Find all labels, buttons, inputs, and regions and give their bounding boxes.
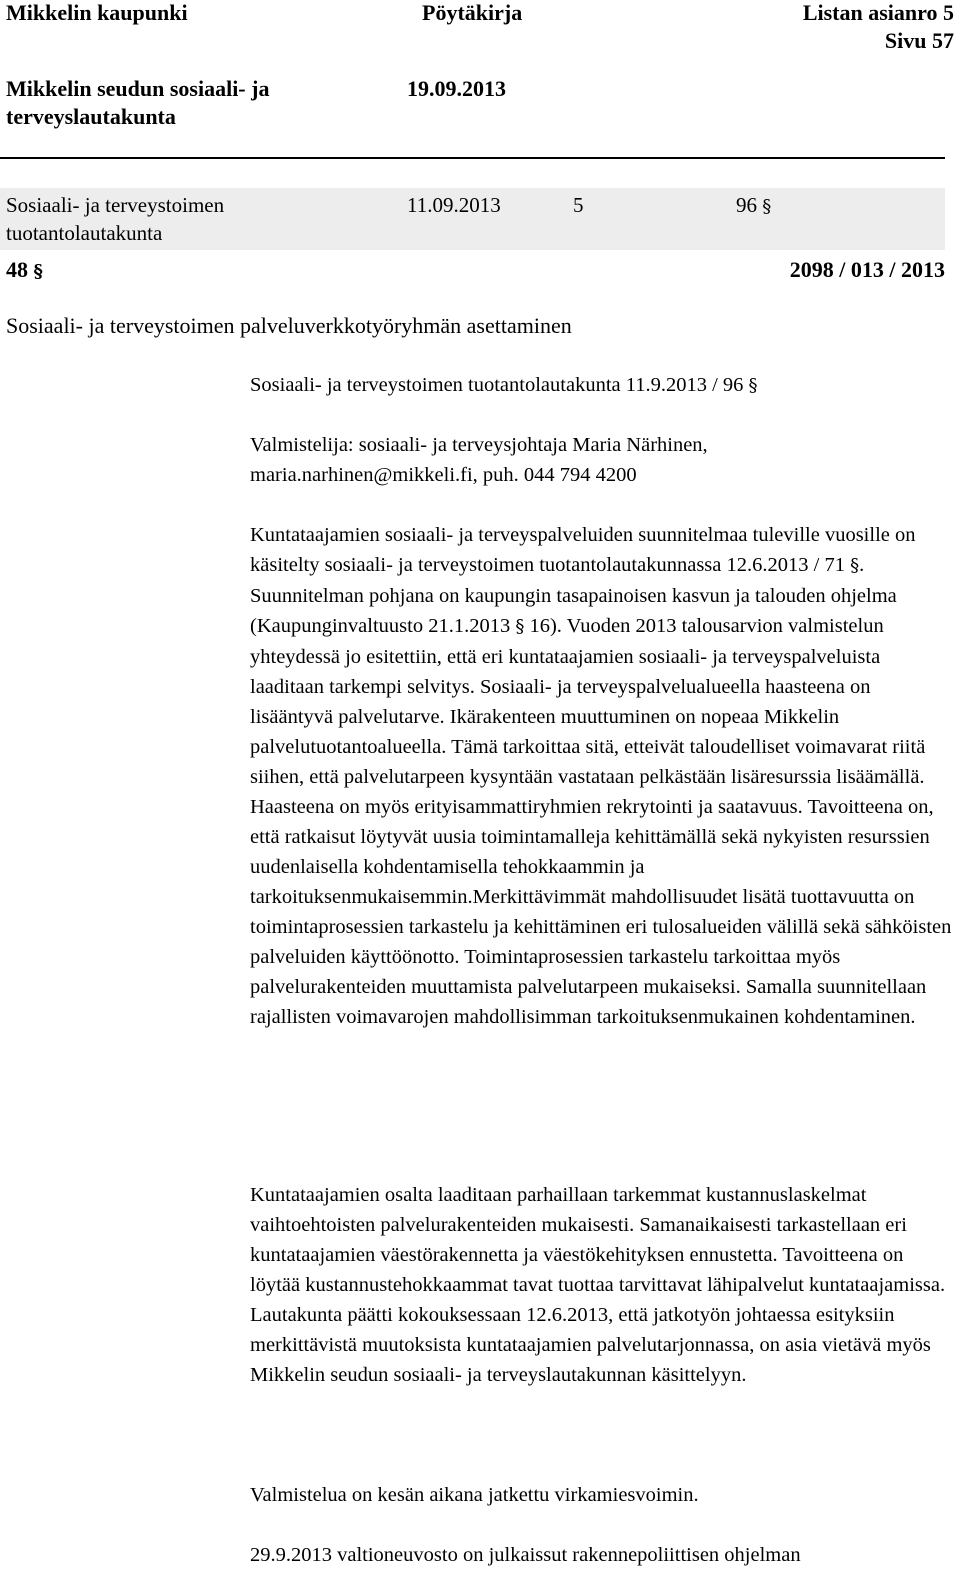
- history-number: 5: [573, 193, 584, 217]
- history-body-line1: Sosiaali- ja terveystoimen: [6, 193, 225, 217]
- org-name: Mikkelin kaupunki: [6, 0, 188, 25]
- paragraph-1: [250, 520, 956, 1032]
- meeting-date: 19.09.2013: [407, 76, 506, 101]
- section-sign-icon: §: [748, 375, 758, 396]
- paragraph-1-part-a: Kuntataajamien sosiaali- ja terveyspalveluiden suunnitelmaa tuleville vuosille on käsitelty sosiaali- ja terveystoimen tuotantolautakunnassa 12.6.2013 / 71: [250, 524, 916, 576]
- section-sign-icon: §: [33, 261, 43, 282]
- history-date: 11.09.2013: [407, 193, 501, 217]
- section-sign-icon: §: [850, 555, 860, 576]
- history-body-line2: tuotantolautakunta: [6, 221, 163, 245]
- case-title: Sosiaali- ja terveystoimen palveluverkkotyöryhmän asettaminen: [6, 313, 572, 338]
- case-section-number: 48: [6, 257, 28, 282]
- preparer-line2: maria.narhinen@mikkeli.fi, puh. 044 794 4200: [250, 464, 637, 486]
- case-record-number: 2098 / 013 / 2013: [789, 257, 945, 282]
- section-sign-icon: §: [515, 616, 525, 637]
- history-section-number: 96: [736, 193, 757, 217]
- history-section: [736, 190, 771, 222]
- paragraph-1-part-b: . Suunnitelman pohjana on kaupungin tasapainoisen kasvun ja talouden ohjelma (Kaupunginvaltuusto 21.1.2013: [250, 554, 897, 637]
- board-name-line2: terveyslautakunta: [6, 104, 176, 129]
- paragraph-4: 29.9.2013 valtioneuvosto on julkaissut rakennepoliittisen ohjelman: [250, 1544, 801, 1566]
- preparer-line1: Valmistelija: sosiaali- ja terveysjohtaja Maria Närhinen,: [250, 434, 708, 456]
- page-number: Sivu 57: [884, 28, 954, 53]
- list-item-number: Listan asianro 5: [802, 0, 954, 25]
- paragraph-2: Kuntataajamien osalta laaditaan parhaillaan tarkemmat kustannuslaskelmat vaihtoehtoisten palvelurakenteiden mukaisesti. Samanaikaisesti tarkastellaan eri kuntataajamien väestörakennetta ja väestökehityksen ennustetta. Tavoitteena on löytää kustannustehokkaammat tavat tuottaa tarvittavat lähipalvelut kuntataajamissa. Lautakunta päätti kokouksessaan 12.6.2013, että jatkotyön johtaessa esityksiin merkittävistä muutoksista kuntataajamien palvelutarjonnassa, on asia vietävä myös Mikkelin seudun sosiaali- ja terveyslautakunnan käsittelyyn.: [250, 1184, 946, 1386]
- case-section: [6, 256, 43, 286]
- paragraph-3: Valmistelua on kesän aikana jatkettu virkamiesvoimin.: [250, 1484, 699, 1506]
- reference-text: Sosiaali- ja terveystoimen tuotantolautakunta 11.9.2013 / 96: [250, 374, 744, 396]
- paragraph-1-part-c: 16). Vuoden 2013 talousarvion valmistelun yhteydessä jo esitettiin, että eri kuntataajamien sosiaali- ja terveyspalveluista laaditaan tarkempi selvitys. Sosiaali- ja terveyspalvelualueella haasteena on lisääntyvä palvelutarve. Ikärakenteen muuttuminen on nopeaa Mikkelin palvelutuotantoalueella. Tämä tarkoittaa sitä, etteivät taloudelliset voimavarat riitä siihen, että palvelutarpeen kysyntään vastataan pelkästään lisäresurssia lisäämällä. Haasteena on myös erityisammattiryhmien rekrytointi ja saatavuus. Tavoitteena on, että ratkaisut löytyvät uusia toimintamalleja kehittämällä sekä nykyisten resurssien uudenlaisella kohdentamisella tehokkaammin ja tarkoituksenmukaisemmin.Merkittävimmät mahdollisuudet lisätä tuottavuutta on toimintaprosessien tarkastelu ja kehittäminen eri tulosalueiden välillä sekä sähköisten palveluiden käyttöönotto. Toimintaprosessien tarkastelu tarkoittaa myös palvelurakenteiden muuttamista palvelutarpeen mukaiseksi. Samalla suunnitellaan rajallisten voimavarojen mahdollisimman tarkoituksenmukainen kohdentaminen.: [250, 615, 952, 1028]
- document-type: Pöytäkirja: [422, 0, 523, 25]
- section-sign-icon: §: [762, 196, 772, 217]
- header-divider: [0, 157, 945, 159]
- preparer-block: [250, 430, 956, 490]
- reference-line: [250, 370, 956, 401]
- board-name-line1: Mikkelin seudun sosiaali- ja: [6, 76, 270, 101]
